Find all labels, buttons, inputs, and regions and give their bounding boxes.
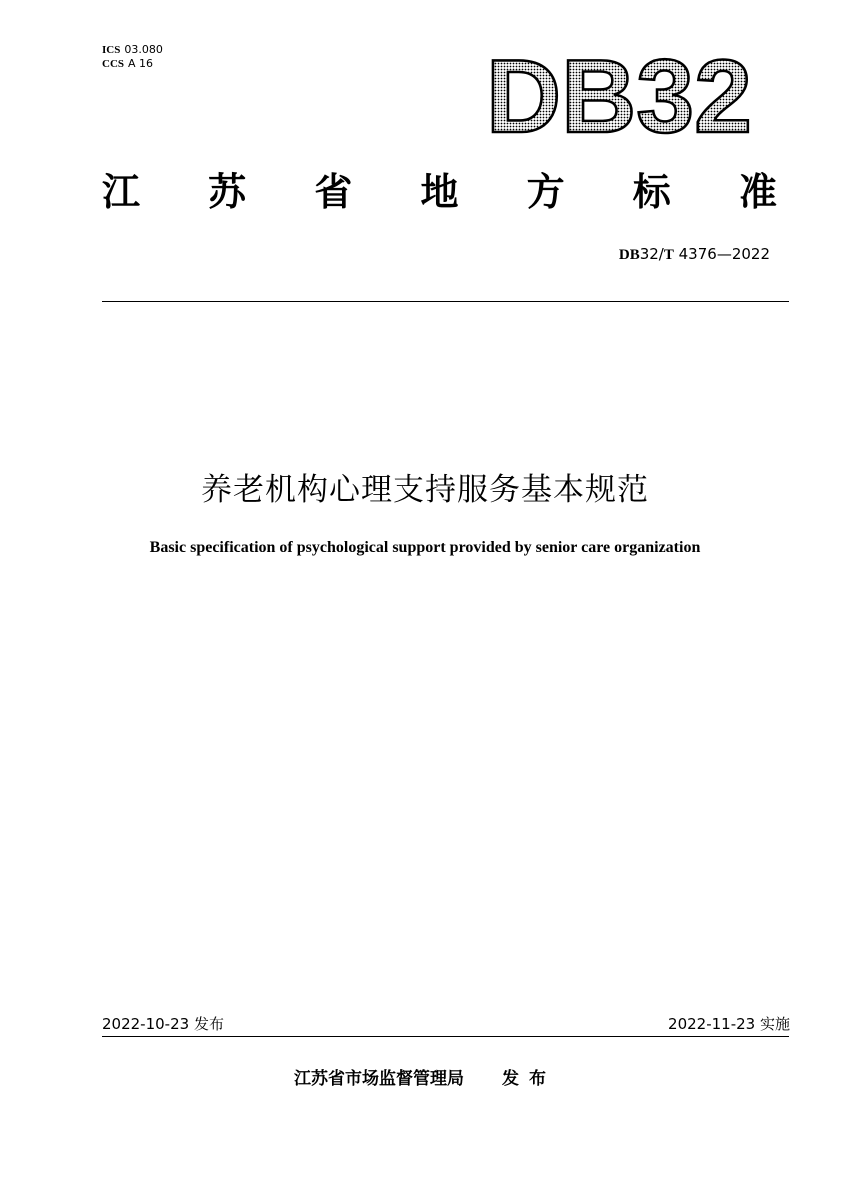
ics-value: 03.080 bbox=[124, 43, 163, 56]
publisher-action: 发布 bbox=[502, 1069, 556, 1089]
document-title-english: Basic specification of psychological support provided by senior care organization bbox=[149, 539, 701, 556]
ccs-code bbox=[102, 57, 153, 71]
ics-code bbox=[102, 43, 163, 57]
category-char: 省 bbox=[314, 169, 353, 214]
category-char: 苏 bbox=[208, 169, 247, 214]
category-char: 方 bbox=[526, 169, 565, 214]
document-title-chinese: 养老机构心理支持服务基本规范 bbox=[201, 472, 649, 508]
standard-code: 4376—2022 bbox=[673, 245, 770, 263]
logo-text: DB32 bbox=[486, 44, 752, 144]
publisher-line bbox=[0, 1064, 850, 1089]
standard-prefix: DB bbox=[618, 247, 640, 263]
standard-region: 32/ bbox=[639, 245, 664, 263]
category-char: 江 bbox=[102, 169, 141, 214]
category-char: 地 bbox=[420, 169, 459, 214]
publisher-name: 江苏省市场监督管理局 bbox=[294, 1069, 464, 1089]
ics-label: ICS bbox=[102, 44, 121, 56]
ccs-label: CCS bbox=[102, 58, 125, 70]
db32-logo bbox=[482, 44, 762, 144]
implement-date-label: 实施 bbox=[755, 1015, 790, 1033]
ccs-value: A 16 bbox=[128, 57, 154, 70]
issue-date-value: 2022-10-23 bbox=[102, 1015, 190, 1033]
category-char: 标 bbox=[632, 169, 671, 214]
bottom-divider bbox=[102, 1036, 789, 1037]
implement-date bbox=[668, 1013, 790, 1034]
category-char: 准 bbox=[738, 169, 777, 214]
standard-number bbox=[619, 245, 770, 264]
issue-date-label: 发布 bbox=[189, 1015, 224, 1033]
top-divider bbox=[102, 301, 789, 302]
standard-category bbox=[102, 163, 777, 213]
implement-date-value: 2022-11-23 bbox=[668, 1015, 756, 1033]
issue-date bbox=[102, 1013, 224, 1034]
standard-type: T bbox=[663, 247, 674, 263]
